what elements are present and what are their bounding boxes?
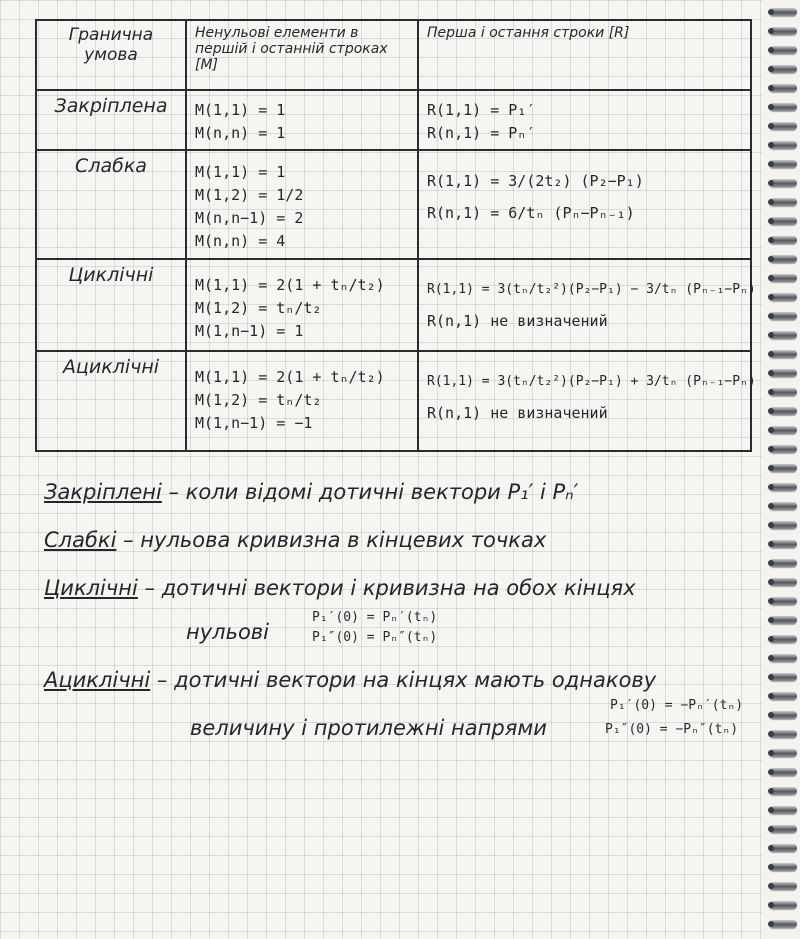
m-cell	[186, 150, 418, 258]
punch-hole	[768, 807, 774, 813]
punch-hole	[768, 427, 774, 433]
r-entry: R(1,1) = 3(tₙ/t₂²)(P₂−P₁) − 3/tₙ (Pₙ₋₁−Pₙ)	[427, 281, 756, 297]
condition-cyclic: Циклічні	[36, 259, 186, 351]
m-cell	[186, 259, 418, 351]
punch-hole	[768, 750, 774, 756]
punch-hole	[768, 66, 774, 72]
r-cell	[418, 90, 751, 150]
m-entry: M(1,1) = 1	[195, 101, 286, 120]
r-cell	[418, 150, 751, 258]
punch-hole	[768, 921, 774, 927]
acyclic-formula-1: P₁′(0) = −Pₙ′(tₙ)	[610, 698, 744, 713]
punch-hole	[768, 883, 774, 889]
definition-acyclic	[44, 668, 656, 692]
r-cell	[418, 351, 756, 451]
m-entry: M(n,n−1) = 2	[195, 209, 304, 228]
punch-hole	[768, 465, 774, 471]
punch-hole	[768, 788, 774, 794]
m-entry: M(1,2) = tₙ/t₂	[195, 298, 322, 317]
table-row	[36, 259, 751, 351]
definition-term: Слабкі	[44, 528, 117, 552]
condition-fixed: Закріплена	[36, 90, 186, 150]
punch-hole	[768, 484, 774, 490]
punch-hole	[768, 275, 774, 281]
cyclic-note-word: нульові	[186, 620, 270, 644]
cyclic-formula-1: P₁′(0) = Pₙ′(tₙ)	[312, 610, 438, 625]
punch-hole	[768, 332, 774, 338]
punch-hole	[768, 541, 774, 547]
punch-hole	[768, 560, 774, 566]
punch-hole	[768, 712, 774, 718]
punch-hole	[768, 522, 774, 528]
punch-hole	[768, 598, 774, 604]
punch-hole	[768, 370, 774, 376]
punch-hole	[768, 731, 774, 737]
header-r-rows: Перша і остання строки [R]	[418, 20, 751, 90]
table-header-row	[36, 20, 751, 90]
punch-hole	[768, 180, 774, 186]
condition-weak: Слабка	[36, 150, 186, 258]
table-row	[36, 351, 751, 451]
punch-hole	[768, 161, 774, 167]
punch-hole	[768, 85, 774, 91]
punch-hole	[768, 826, 774, 832]
definition-text: – дотичні вектори і кривизна на обох кінцях	[137, 576, 636, 600]
boundary-conditions-table	[35, 19, 756, 452]
cyclic-formula-2: P₁″(0) = Pₙ″(tₙ)	[312, 630, 438, 645]
r-entry: R(1,1) = P₁′	[427, 101, 536, 120]
definition-text: – дотичні вектори на кінцях мають однакову	[150, 668, 657, 692]
punch-hole	[768, 902, 774, 908]
punch-hole	[768, 237, 774, 243]
acyclic-continuation: величину і протилежні напрями	[190, 716, 547, 740]
definition-text: – нульова кривизна в кінцевих точках	[116, 528, 547, 552]
definition-term: Циклічні	[44, 576, 138, 600]
definition-text: – коли відомі дотичні вектори P₁′ і Pₙ′	[161, 480, 579, 504]
punch-hole	[768, 313, 774, 319]
definition-term: Закріплені	[44, 480, 162, 504]
m-entry: M(1,1) = 2(1 + tₙ/t₂)	[195, 275, 385, 294]
punch-hole	[768, 256, 774, 262]
table-row	[36, 90, 751, 150]
punch-hole	[768, 294, 774, 300]
punch-hole	[768, 199, 774, 205]
definition-term: Ациклічні	[44, 668, 151, 692]
r-entry: R(1,1) = 3/(2t₂) (P₂−P₁)	[427, 172, 644, 191]
header-condition: Гранична умова	[36, 20, 186, 90]
punch-hole	[768, 28, 774, 34]
r-entry: R(1,1) = 3(tₙ/t₂²)(P₂−P₁) + 3/tₙ (Pₙ₋₁−Pₙ)	[427, 373, 756, 389]
punch-hole	[768, 503, 774, 509]
m-entry: M(1,2) = 1/2	[195, 186, 304, 205]
r-entry: R(n,1) = Pₙ′	[427, 124, 536, 143]
punch-hole	[768, 218, 774, 224]
r-cell	[418, 259, 756, 351]
definition-fixed	[44, 480, 578, 504]
m-cell	[186, 90, 418, 150]
punch-hole	[768, 617, 774, 623]
m-cell	[186, 351, 418, 451]
punch-hole	[768, 579, 774, 585]
m-entry: M(n,n) = 4	[195, 232, 286, 251]
punch-hole	[768, 655, 774, 661]
punch-hole	[768, 636, 774, 642]
m-entry: M(1,n−1) = 1	[195, 321, 304, 340]
m-entry: M(1,n−1) = −1	[195, 413, 313, 432]
m-entry: M(1,2) = tₙ/t₂	[195, 390, 322, 409]
punch-hole	[768, 674, 774, 680]
spiral-binding	[762, 0, 800, 939]
punch-hole	[768, 104, 774, 110]
table-row	[36, 150, 751, 258]
m-entry: M(1,1) = 1	[195, 163, 286, 182]
punch-hole	[768, 142, 774, 148]
punch-hole	[768, 845, 774, 851]
punch-hole	[768, 864, 774, 870]
definition-weak	[44, 528, 546, 552]
punch-hole	[768, 446, 774, 452]
punch-hole	[768, 693, 774, 699]
condition-acyclic: Ациклічні	[36, 351, 186, 451]
punch-hole	[768, 769, 774, 775]
m-entry: M(1,1) = 2(1 + tₙ/t₂)	[195, 367, 385, 386]
m-entry: M(n,n) = 1	[195, 124, 286, 143]
definition-cyclic	[44, 576, 636, 600]
punch-hole	[768, 47, 774, 53]
r-entry: R(n,1) = 6/tₙ (Pₙ−Pₙ₋₁)	[427, 204, 635, 223]
acyclic-formula-2: P₁″(0) = −Pₙ″(tₙ)	[605, 722, 739, 737]
r-entry: R(n,1) не визначений	[427, 403, 608, 422]
punch-hole	[768, 351, 774, 357]
r-entry: R(n,1) не визначений	[427, 311, 608, 330]
header-m-elements: Ненульові елементи в першій і останній строках [M]	[186, 20, 418, 90]
punch-hole	[768, 9, 774, 15]
punch-hole	[768, 389, 774, 395]
punch-hole	[768, 408, 774, 414]
punch-hole	[768, 123, 774, 129]
